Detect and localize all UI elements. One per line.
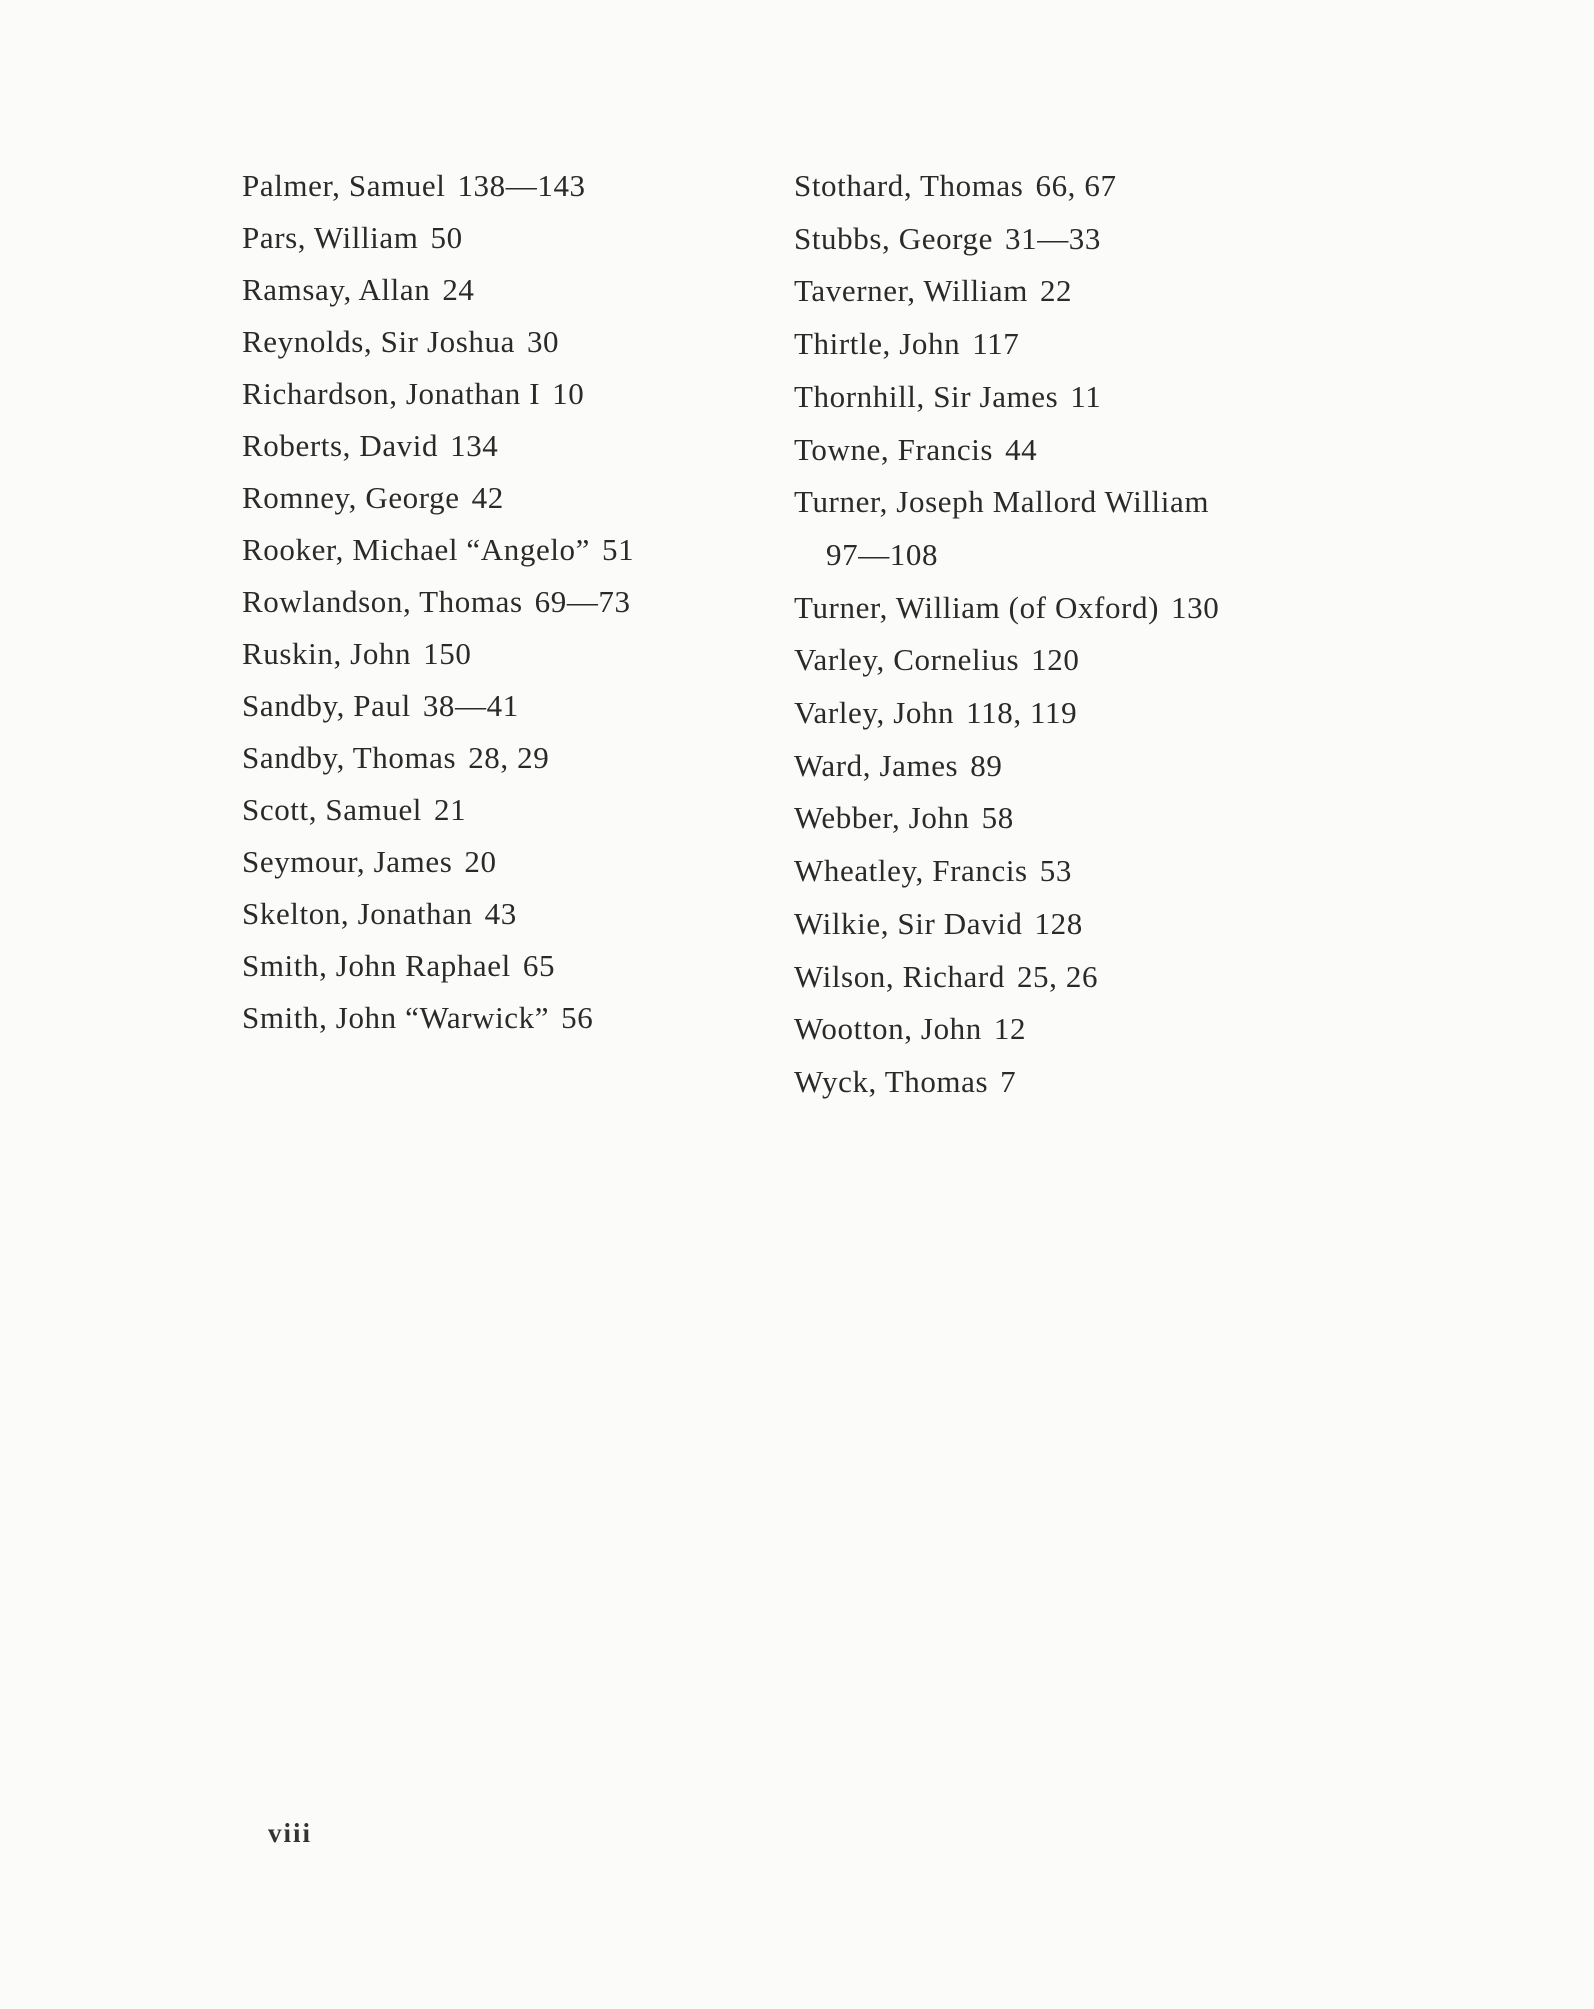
entry-pages: 11 [1070,378,1102,414]
index-entry [242,212,762,264]
index-entry [794,634,1354,687]
index-entry [242,888,762,940]
index-entry [794,318,1354,371]
entry-name: Varley, John [794,695,955,731]
entry-pages: 43 [484,896,517,931]
entry-pages: 50 [430,220,463,255]
index-entry [794,213,1354,266]
index-entry [242,784,762,836]
entry-name: Sandby, Thomas [242,740,457,775]
entry-name: Richardson, Jonathan I [242,376,541,411]
entry-pages: 30 [526,324,560,359]
entry-pages: 134 [450,428,499,463]
entry-pages: 24 [442,272,475,307]
index-entry [794,424,1354,477]
index-entry [794,845,1354,898]
entry-name: Thornhill, Sir James [794,378,1059,414]
page-number: viii [268,1818,313,1848]
entry-name: Wyck, Thomas [794,1063,989,1099]
index-entry [794,898,1354,951]
entry-pages: 89 [970,747,1003,783]
entry-pages: 12 [993,1011,1027,1047]
entry-name: Stothard, Thomas [794,168,1024,203]
entry-name: Scott, Samuel [242,792,423,827]
entry-pages: 56 [561,1000,594,1035]
entry-name: Rowlandson, Thomas [242,584,523,619]
entry-name: Seymour, James [242,844,453,879]
entry-name: Webber, John [794,800,970,836]
index-entry [794,792,1354,845]
entry-name: Ruskin, John [242,636,412,671]
index-entry [794,951,1354,1004]
entry-name: Stubbs, George [794,220,993,256]
index-entry [242,420,762,472]
index-entry [794,582,1354,635]
index-entry [242,524,762,576]
entry-pages: 51 [602,532,635,567]
index-entry [242,264,762,316]
entry-name: Smith, John “Warwick” [242,1000,550,1035]
entry-pages: 10 [552,376,585,411]
entry-name: Pars, William [242,220,419,255]
entry-pages: 53 [1039,853,1072,889]
entry-pages: 21 [434,792,467,827]
entry-pages: 7 [1000,1063,1017,1099]
entry-pages: 150 [423,636,472,671]
entry-name: Wheatley, Francis [794,853,1028,889]
index-entry [242,368,762,420]
entry-name: Wilkie, Sir David [794,905,1023,941]
entry-pages: 66, 67 [1035,168,1117,203]
entry-name: Turner, Joseph Mallord William [794,484,1210,520]
entry-name: Thirtle, John [794,326,961,362]
entry-pages: 138—143 [457,168,586,203]
entry-pages: 130 [1171,589,1220,625]
index-entry [794,160,1354,213]
entry-name: Towne, Francis [794,431,994,467]
index-column-right [794,160,1354,1109]
index-entry [242,472,762,524]
entry-pages: 69—73 [534,584,631,619]
entry-name: Turner, William (of Oxford) [794,589,1159,625]
entry-name: Varley, Cornelius [794,642,1020,678]
entry-pages: 28, 29 [468,740,550,775]
index-entry [794,371,1354,424]
index-entry [242,576,762,628]
entry-name: Roberts, David [242,428,439,463]
index-entry [242,680,762,732]
entry-pages: 58 [981,800,1014,836]
entry-pages: 22 [1039,273,1073,309]
entry-pages: 65 [522,948,556,983]
entry-name: Romney, George [242,480,460,515]
entry-name: Ramsay, Allan [242,272,431,307]
index-entry [242,836,762,888]
index-entry [794,1056,1354,1109]
entry-pages: 42 [471,480,504,515]
index-entry [242,160,762,212]
entry-pages: 120 [1031,642,1080,678]
entry-pages: 118, 119 [966,695,1078,731]
index-entry [242,732,762,784]
entry-name: Reynolds, Sir Joshua [242,324,515,359]
index-entry [242,628,762,680]
index-entry [794,687,1354,740]
entry-pages: 25, 26 [1016,958,1099,994]
entry-name: Wilson, Richard [794,958,1005,994]
index-entry [242,992,762,1044]
entry-pages: 97—108 [826,536,939,572]
entry-pages: 31—33 [1005,220,1101,256]
entry-name: Palmer, Samuel [242,168,446,203]
index-entry [794,1003,1354,1056]
entry-name: Taverner, William [794,273,1028,309]
entry-name: Wootton, John [794,1011,982,1047]
entry-pages: 38—41 [422,688,519,723]
entry-name: Smith, John Raphael [242,948,511,983]
index-entry [794,265,1354,318]
entry-pages: 44 [1005,431,1038,467]
entry-name: Sandby, Paul [242,688,411,723]
index-column-left [242,160,762,1044]
entry-pages: 128 [1034,905,1083,941]
entry-pages: 117 [972,326,1020,362]
entry-name: Rooker, Michael “Angelo” [242,532,591,567]
entry-name: Ward, James [794,747,959,783]
index-entry [242,316,762,368]
entry-name: Skelton, Jonathan [242,896,473,931]
entry-pages: 20 [464,844,497,879]
index-entry [794,476,1354,581]
index-entry [794,740,1354,793]
index-entry [242,940,762,992]
